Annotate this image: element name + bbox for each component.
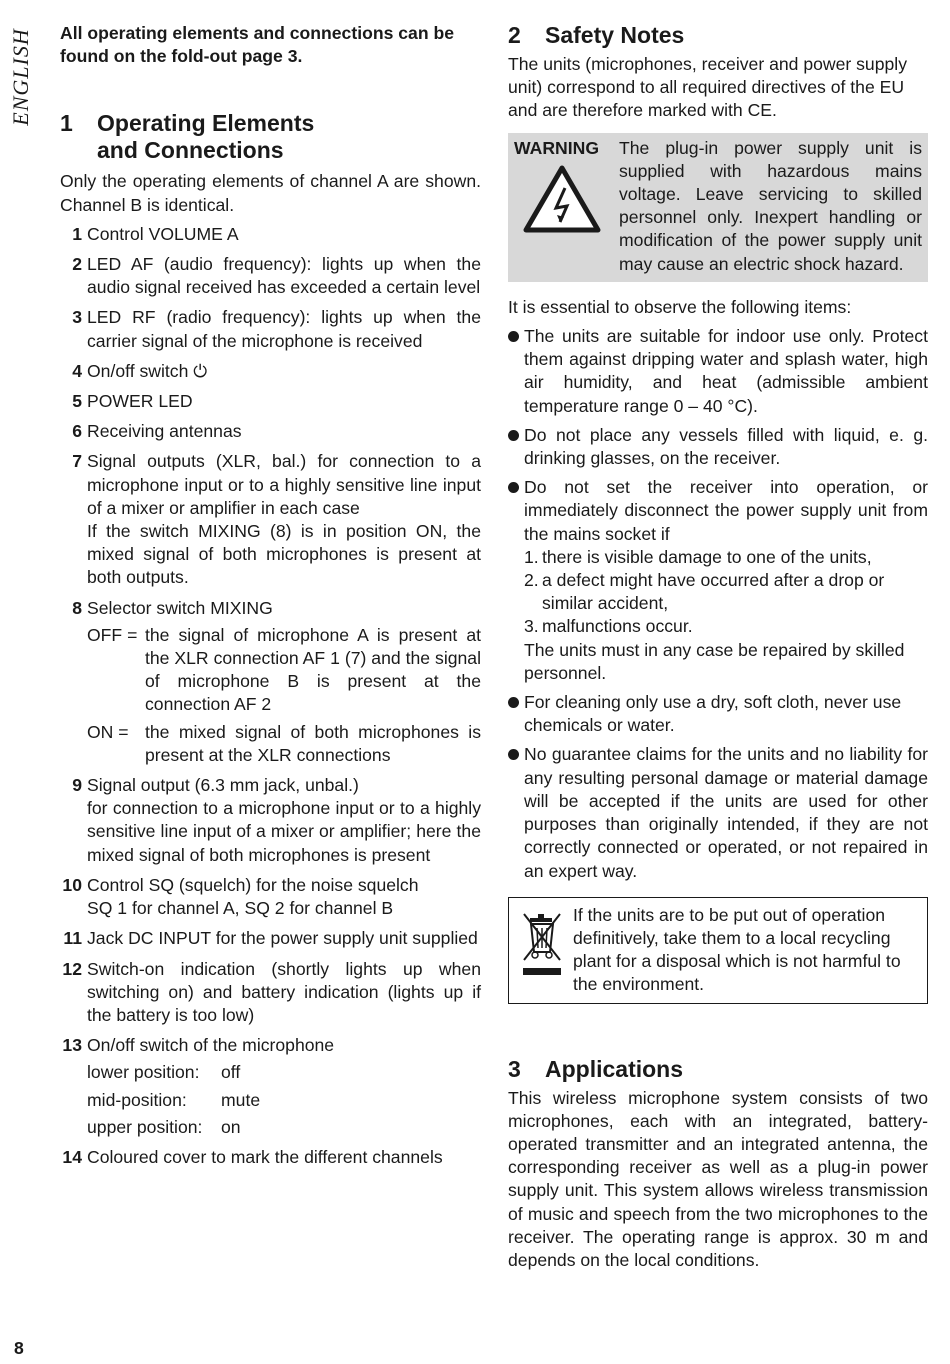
bullet-item [508, 743, 928, 882]
bullet-item [508, 424, 928, 470]
option-key: OFF = [87, 624, 138, 645]
intro-note: All operating elements and connections can be found on the fold-out page 3. [60, 23, 454, 67]
item-number: 3 [72, 307, 82, 328]
item-text: Signal output (6.3 mm jack, unbal.) [87, 775, 359, 796]
bullet-text: For cleaning only use a dry, soft cloth, never use chemicals or water. [524, 692, 902, 736]
item-text-extra: for connection to a microphone input or to a highly sensitive line input of a mixer or amplifier; here the mixed signal of both microphones is present [87, 798, 481, 865]
warning-text: The plug-in power supply unit is supplied with hazardous mains voltage. Leave servicing to skilled personnel only. Inexpert handling or modification of the power supply unit may cause an electric shock hazard. [619, 137, 922, 274]
condition-item [524, 569, 928, 615]
item-number: 2 [72, 254, 82, 275]
section-number: 3 [508, 1055, 521, 1082]
item-number: 13 [62, 1035, 82, 1056]
right-column [508, 22, 928, 1272]
section-number: 1 [60, 110, 73, 137]
bullet-item [508, 325, 928, 418]
item-number: 4 [72, 360, 82, 381]
item-number: 11 [63, 928, 82, 949]
section-1-heading [60, 110, 481, 164]
section-2-heading [508, 22, 928, 49]
bullet-icon [508, 325, 524, 418]
high-voltage-warning-icon [522, 164, 602, 234]
left-column [60, 22, 481, 1176]
item-text: Coloured cover to mark the different channels [87, 1146, 443, 1167]
list-item [60, 450, 481, 589]
page-number: 8 [14, 1338, 24, 1358]
condition-item [524, 615, 928, 638]
position-row [87, 1089, 481, 1112]
item-number: 9 [72, 775, 82, 796]
list-item [60, 360, 481, 383]
list-item [60, 1034, 481, 1139]
list-item [60, 958, 481, 1028]
section-1-lead: Only the operating elements of channel A are shown. Channel B is identical. [60, 171, 481, 215]
item-number: 6 [72, 421, 82, 442]
item-number: 8 [72, 597, 82, 618]
item-text-extra: If the switch MIXING (8) is in position ON, the mixed signal of both microphones is present at both outputs. [87, 521, 481, 588]
bullet-item [508, 691, 928, 737]
bullet-icon [508, 476, 524, 685]
section-title: Safety Notes [545, 22, 685, 48]
list-item [60, 774, 481, 867]
list-item [60, 597, 481, 767]
condition-number: 2. [524, 570, 539, 591]
recycling-text: If the units are to be put out of operation definitively, take them to a local recycling plant for a disposal which is not harmful to the environment. [573, 904, 901, 995]
item-text: Receiving antennas [87, 421, 242, 442]
bullet-icon [508, 424, 524, 470]
item-text: POWER LED [87, 391, 193, 412]
item-text: On/off switch ⏻ [87, 360, 208, 381]
mixing-on-row [87, 721, 481, 767]
list-item [60, 253, 481, 299]
safety-bullets [508, 325, 928, 883]
language-label: ENGLISH [8, 28, 33, 126]
item-text: LED RF (radio frequency): lights up when the carrier signal of the microphone is received [87, 307, 481, 351]
list-item [60, 1146, 481, 1169]
condition-number: 1. [524, 546, 539, 567]
section-title-line1: Operating Elements [97, 110, 315, 137]
bullet-text: The units are suitable for indoor use only. Protect them against dripping water and splash water, high air humidity, and heat (admissible ambient temperature range 0 – 40 °C). [524, 326, 928, 416]
item-text: Control VOLUME A [87, 223, 239, 244]
list-item [60, 223, 481, 246]
condition-number: 3. [524, 616, 539, 637]
bullet-text: Do not set the receiver into operation, or immediately disconnect the power supply unit from the mains socket if [524, 477, 928, 544]
bullet-text-extra: The units must in any case be repaired by skilled personnel. [524, 639, 905, 683]
bullet-icon [508, 691, 524, 737]
position-value: off [221, 1062, 241, 1083]
item-number: 10 [62, 874, 82, 895]
list-item [60, 927, 481, 950]
item-text: Jack DC INPUT for the power supply unit supplied [87, 928, 478, 949]
position-row [87, 1061, 481, 1084]
warning-box [508, 133, 928, 282]
item-text: LED AF (audio frequency): lights up when the audio signal received has exceeded a certain level [87, 254, 481, 298]
item-number: 7 [72, 451, 82, 472]
section-3-heading [508, 1056, 928, 1083]
item-text: Switch-on indication (shortly lights up when switching on) and battery indication (lights up if the battery is too low) [87, 958, 481, 1025]
warning-label: WARNING [514, 137, 600, 158]
bullet-text: Do not place any vessels filled with liquid, e. g. drinking glasses, on the receiver. [524, 424, 928, 469]
condition-text: malfunctions occur. [542, 616, 693, 637]
section-number: 2 [508, 22, 521, 48]
condition-text: there is visible damage to one of the units, [542, 546, 872, 567]
item-number: 1 [72, 223, 82, 244]
section-title: Applications [545, 1055, 684, 1082]
item-text-extra: SQ 1 for channel A, SQ 2 for channel B [87, 898, 394, 919]
operating-elements-list [60, 223, 481, 1169]
language-tab [6, 22, 36, 132]
list-item [60, 874, 481, 920]
list-item [60, 390, 481, 413]
section-3-text: This wireless microphone system consists of two microphones, each with an integrated, battery-operated transmitter and an integrated antenna, the corresponding receiver as well as a plug-in power supply unit. This system allows wireless transmission of music and speech from the two microphones to the receiver. The operating range is approx. 30 m and depends on the local conditions. [508, 1087, 928, 1270]
list-item [60, 306, 481, 352]
observe-lead: It is essential to observe the following items: [508, 296, 852, 317]
item-number: 14 [62, 1146, 82, 1167]
position-value: mute [221, 1089, 261, 1110]
condition-text: a defect might have occurred after a drop or similar accident, [542, 570, 885, 614]
item-text: Selector switch MIXING [87, 597, 273, 618]
bullet-icon [508, 743, 524, 882]
item-text: Signal outputs (XLR, bal.) for connection to a microphone input or to a highly sensitive line input of a mixer or amplifier in each case [87, 451, 481, 518]
position-key: mid-position: [87, 1089, 187, 1110]
item-number: 12 [62, 958, 82, 979]
position-row [87, 1116, 481, 1139]
condition-item [524, 546, 928, 569]
section-2-lead: The units (microphones, receiver and power supply unit) correspond to all required directives of the EU and are therefore marked with CE. [508, 54, 907, 121]
option-value: the mixed signal of both microphones is present at the XLR connections [145, 721, 481, 765]
bullet-text: No guarantee claims for the units and no liability for any resulting personal damage or material damage will be accepted if the units are used for other purposes than originally intended, if they are not correctly connected or operated, or not repaired in an expert way. [524, 744, 928, 881]
position-key: upper position: [87, 1116, 203, 1137]
item-number: 5 [72, 391, 82, 412]
option-value: the signal of microphone A is present at the XLR connection AF 1 (7) and the signal of microphone B is present at the connection AF 2 [145, 624, 481, 715]
item-text: On/off switch of the microphone [87, 1035, 335, 1056]
position-value: on [221, 1116, 241, 1137]
option-key: ON = [87, 721, 129, 742]
bullet-item [508, 476, 928, 685]
recycling-box [508, 897, 928, 1004]
position-key: lower position: [87, 1062, 200, 1083]
mixing-off-row [87, 624, 481, 717]
crossed-out-wheelie-bin-icon [519, 908, 565, 984]
list-item [60, 420, 481, 443]
section-title-line2: and Connections [97, 137, 284, 164]
item-text: Control SQ (squelch) for the noise squelch [87, 874, 419, 895]
